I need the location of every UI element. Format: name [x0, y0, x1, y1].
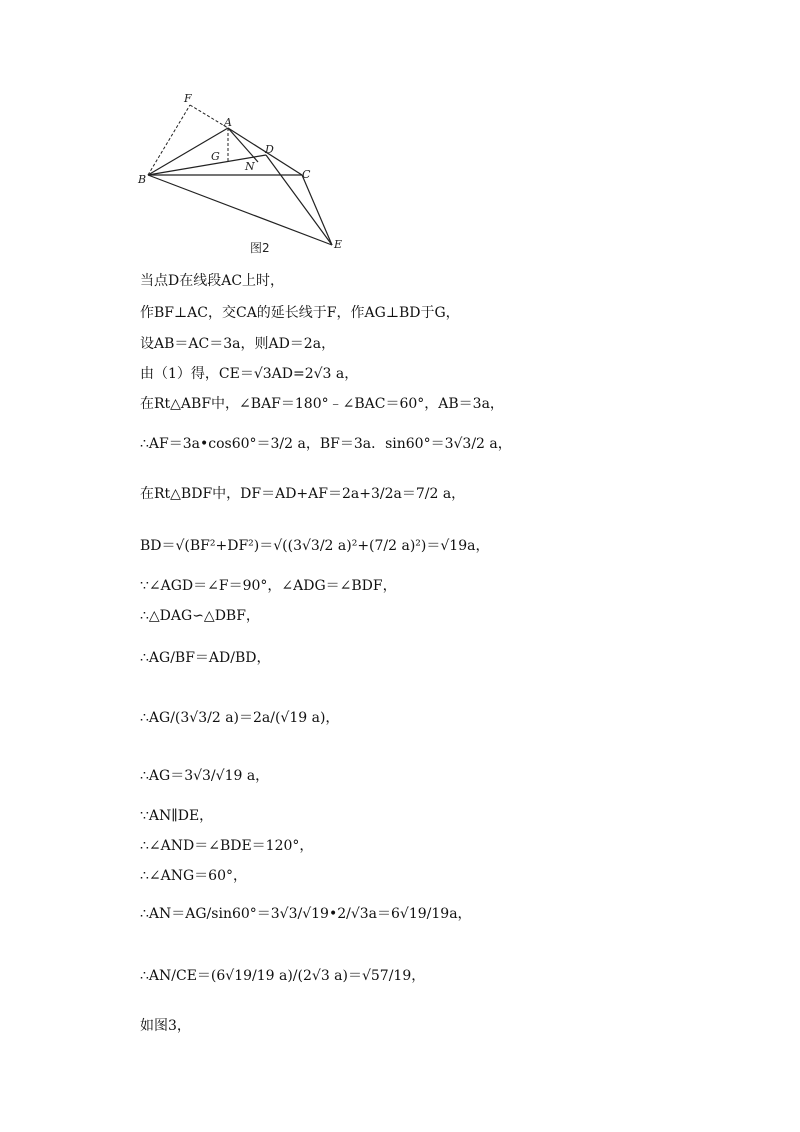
line-12 [140, 710, 339, 726]
line-7 [140, 486, 465, 502]
line-17 [140, 906, 472, 922]
segment-AN [228, 128, 258, 162]
line-19 [140, 1018, 191, 1034]
line-1 [140, 273, 284, 289]
line-6-text: ∴AF＝3a•cos60°＝3/2 a，BF＝3a．sin60°＝3√3/2 a， [140, 436, 512, 452]
line-18-text: ∴AN/CE＝(6√19/19 a)/(2√3 a)＝√57/19， [140, 968, 426, 984]
line-8-text: BD＝√(BF²+DF²)＝√((3√3/2 a)²+(7/2 a)²)＝√19a， [140, 538, 490, 554]
figure-caption: 图2 [250, 241, 270, 255]
line-11-text: ∴AG/BF＝AD/BD， [140, 650, 271, 666]
line-4 [140, 366, 358, 382]
segment-DE [266, 155, 332, 245]
line-14 [140, 808, 213, 824]
line-13 [140, 768, 269, 784]
line-14-text: ∵AN∥DE， [140, 808, 214, 824]
line-5 [140, 396, 504, 412]
line-9-text: ∵∠AGD＝∠F＝90°，∠ADG＝∠BDF， [140, 578, 397, 594]
line-6 [140, 436, 512, 452]
line-18 [140, 968, 425, 984]
segment-BF [148, 105, 190, 175]
line-5-text: 在Rt△ABF中，∠BAF＝180°﹣∠BAC＝60°，AB＝3a， [140, 396, 504, 412]
label-D: D [265, 143, 274, 156]
line-15 [140, 838, 313, 854]
segment-FA [190, 105, 228, 128]
label-F: F [184, 92, 192, 105]
line-19-text: 如图3， [140, 1018, 191, 1034]
label-E: E [334, 238, 343, 251]
line-15-text: ∴∠AND＝∠BDE＝120°， [140, 838, 314, 854]
line-3-text: 设AB＝AC＝3a，则AD＝2a， [140, 336, 336, 352]
line-1-text: 当点D在线段AC上时， [140, 273, 285, 289]
line-2 [140, 305, 460, 321]
line-10-text: ∴△DAG∽△DBF， [140, 608, 260, 624]
label-B: B [138, 173, 147, 186]
line-16-text: ∴∠ANG＝60°， [140, 868, 247, 884]
line-17-text: ∴AN＝AG/sin60°＝3√3/√19•2/√3a＝6√19/19a， [140, 906, 472, 922]
label-G: G [211, 150, 220, 163]
line-16 [140, 868, 247, 884]
line-13-text: ∴AG＝3√3/√19 a， [140, 768, 270, 784]
line-3 [140, 336, 335, 352]
segment-BE [148, 175, 332, 245]
line-11 [140, 650, 270, 666]
line-4-text: 由（1）得，CE＝√3AD=2√3 a， [140, 366, 359, 382]
line-2-text: 作BF⊥AC，交CA的延长线于F，作AG⊥BD于G， [140, 305, 460, 321]
line-7-text: 在Rt△BDF中，DF＝AD+AF＝2a+3/2a＝7/2 a， [140, 486, 466, 502]
geometry-figure [130, 90, 360, 258]
line-8 [140, 538, 489, 554]
label-C: C [302, 168, 311, 181]
label-A: A [224, 116, 232, 129]
line-9 [140, 578, 397, 594]
line-12-text: ∴AG/(3√3/2 a)＝2a/(√19 a)， [140, 710, 340, 726]
label-N: N [245, 160, 255, 173]
line-10 [140, 608, 260, 624]
